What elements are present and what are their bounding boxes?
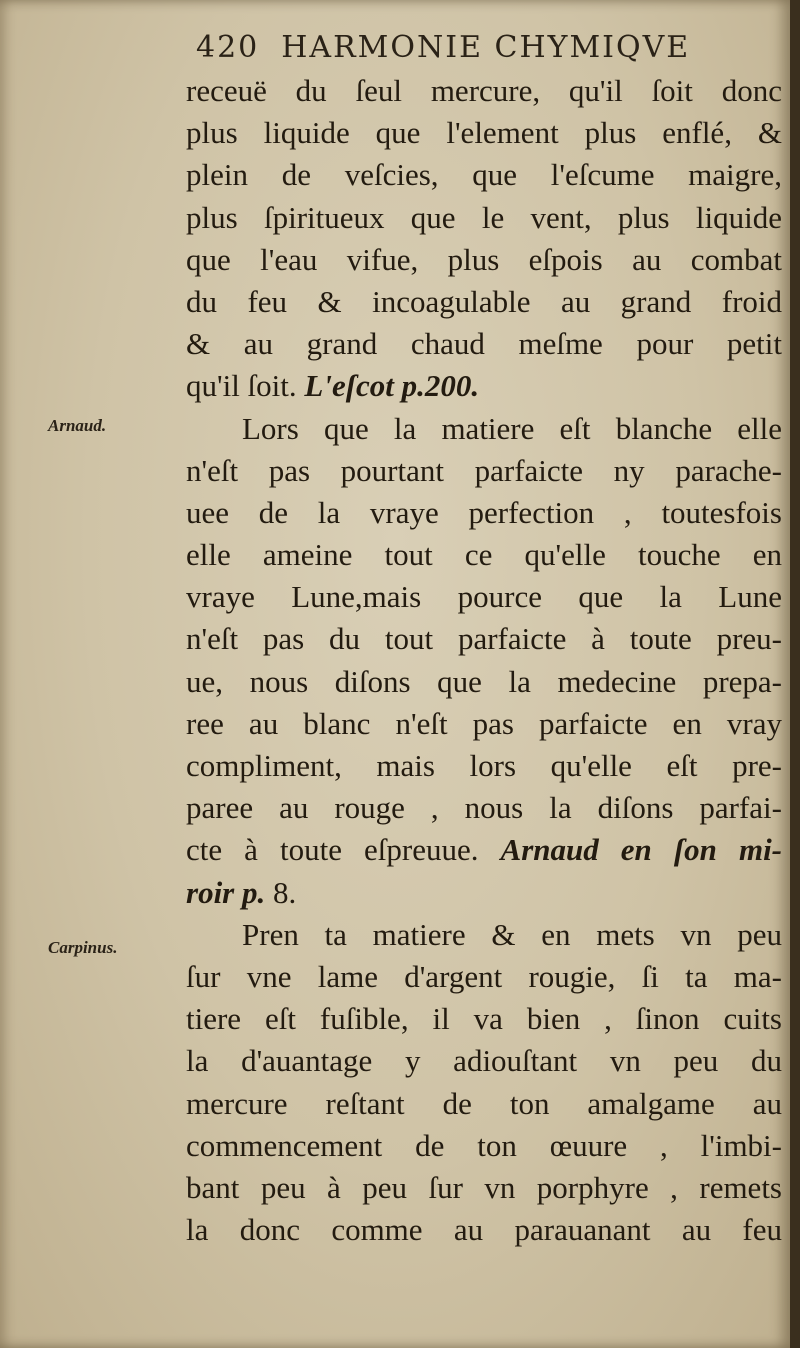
running-title: HARMONIE CHYMIQVE [281, 30, 691, 65]
body-text [186, 70, 782, 1251]
text-line: plus liquide que l'element plus enflé, & [186, 115, 782, 151]
text-line [186, 872, 782, 914]
text-line: ue, nous diſons que la medecine prepa- [186, 663, 782, 699]
text-line [186, 365, 782, 407]
source-reference: Arnaud en ſon mi- [500, 832, 782, 868]
text-line: la d'auantage y adiouſtant vn peu du [186, 1043, 782, 1079]
line-text: cte à toute eſpreuue. [186, 832, 479, 868]
text-line: mercure reſtant de ton amalgame au [186, 1085, 782, 1121]
text-line: commencement de ton œuure , l'imbi- [186, 1127, 782, 1163]
source-reference: L'eſcot p.200. [304, 368, 480, 404]
text-line: ſur vne lame d'argent rougie, ſi ta ma- [186, 958, 782, 994]
text-line: receuë du ſeul mercure, qu'il ſoit donc [186, 73, 782, 108]
text-line: n'eſt pas pourtant parfaicte ny parache- [186, 452, 782, 488]
text-line: bant peu à peu ſur vn porphyre , remets [186, 1169, 782, 1205]
page-edge [790, 0, 800, 1348]
text-line [186, 829, 782, 871]
text-line: n'eſt pas du tout parfaicte à toute preu- [186, 621, 782, 657]
line-text: 8. [273, 874, 297, 910]
running-header [196, 30, 766, 70]
page-number: 420 [196, 30, 260, 65]
text-line: du feu & incoagulable au grand froid [186, 283, 782, 319]
source-reference: roir p. [186, 874, 266, 910]
line-text: qu'il ſoit. [186, 368, 297, 404]
margin-note-carpinus: Carpinus. [48, 938, 118, 957]
text-line: la donc comme au parauanant au feu [186, 1212, 782, 1248]
text-line: & au grand chaud meſme pour petit [186, 326, 782, 362]
text-line: Pren ta matiere & en mets vn peu [242, 916, 782, 952]
text-line: que l'eau vifue, plus eſpois au combat [186, 241, 782, 277]
margin-note-arnaud: Arnaud. [48, 416, 107, 435]
text-line: plus ſpiritueux que le vent, plus liquide [186, 199, 782, 235]
text-line: vraye Lune,mais pource que la Lune [186, 579, 782, 615]
text-line: tiere eſt fuſible, il va bien , ſinon cuits [186, 1001, 782, 1037]
text-line: compliment, mais lors qu'elle eſt pre- [186, 748, 782, 783]
text-line: plein de veſcies, que l'eſcume maigre, [186, 157, 782, 193]
text-line: elle ameine tout ce qu'elle touche en [186, 537, 782, 573]
text-line: paree au rouge , nous la diſons parfai- [186, 790, 782, 826]
text-line: Lors que la matiere eſt blanche elle [242, 410, 782, 446]
text-line: ree au blanc n'eſt pas parfaicte en vray [186, 705, 782, 741]
text-line: uee de la vraye perfection , toutesfois [186, 494, 782, 530]
